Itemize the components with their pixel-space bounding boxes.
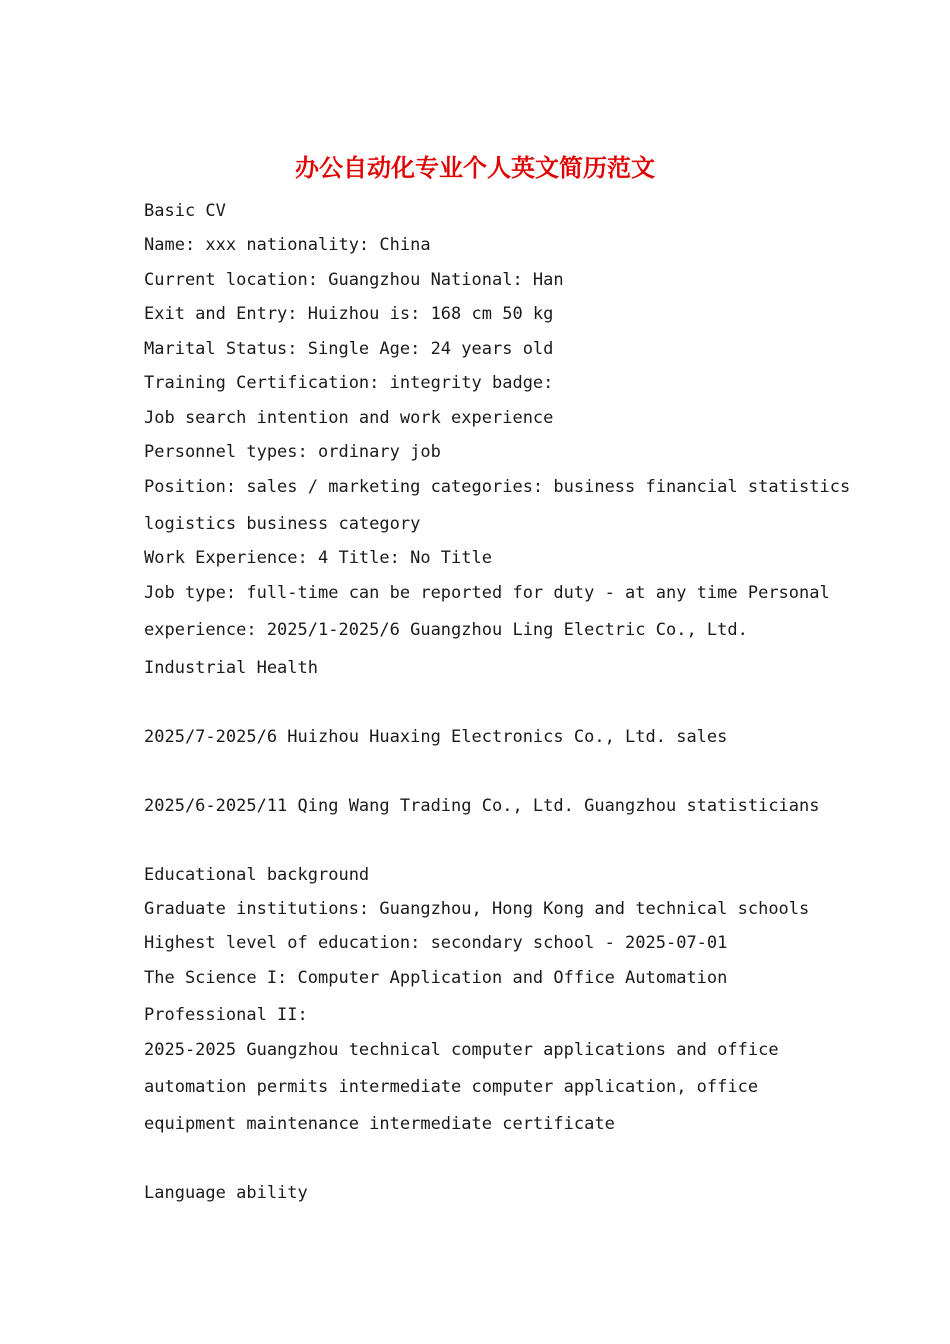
text-line: Job search intention and work experience <box>144 408 554 428</box>
text-line: 2025/6-2025/11 Qing Wang Trading Co., Ltd. Guangzhou statisticians <box>144 796 820 816</box>
text-line: Job type: full-time can be reported for duty - at any time Personal <box>144 583 830 603</box>
document-title: 办公自动化专业个人英文简历范文 <box>295 153 655 182</box>
text-line: Personnel types: ordinary job <box>144 442 441 462</box>
text-line: Industrial Health <box>144 658 318 678</box>
text-line: The Science I: Computer Application and Office Automation <box>144 968 728 988</box>
text-line: Highest level of education: secondary school - 2025-07-01 <box>144 933 728 953</box>
section-heading: Language ability <box>144 1183 308 1203</box>
text-line: Current location: Guangzhou National: Han <box>144 270 564 290</box>
text-line: experience: 2025/1-2025/6 Guangzhou Ling Electric Co., Ltd. <box>144 620 748 640</box>
text-line: Marital Status: Single Age: 24 years old <box>144 339 554 359</box>
section-heading: Educational background <box>144 865 370 885</box>
text-line: automation permits intermediate computer application, office <box>144 1077 759 1097</box>
text-line: Work Experience: 4 Title: No Title <box>144 548 492 568</box>
text-line: 2025/7-2025/6 Huizhou Huaxing Electronics Co., Ltd. sales <box>144 727 728 747</box>
text-line: Graduate institutions: Guangzhou, Hong Kong and technical schools <box>144 899 810 919</box>
text-line: Name: xxx nationality: China <box>144 235 431 255</box>
text-line: Basic CV <box>144 201 226 221</box>
text-line: logistics business category <box>144 514 421 534</box>
text-line: Professional II: <box>144 1005 308 1025</box>
text-line: Training Certification: integrity badge: <box>144 373 554 393</box>
text-line: Exit and Entry: Huizhou is: 168 cm 50 kg <box>144 304 554 324</box>
text-line: Position: sales / marketing categories: business financial statistics <box>144 477 851 497</box>
text-line: 2025-2025 Guangzhou technical computer applications and office <box>144 1040 779 1060</box>
text-line: equipment maintenance intermediate certificate <box>144 1114 615 1134</box>
